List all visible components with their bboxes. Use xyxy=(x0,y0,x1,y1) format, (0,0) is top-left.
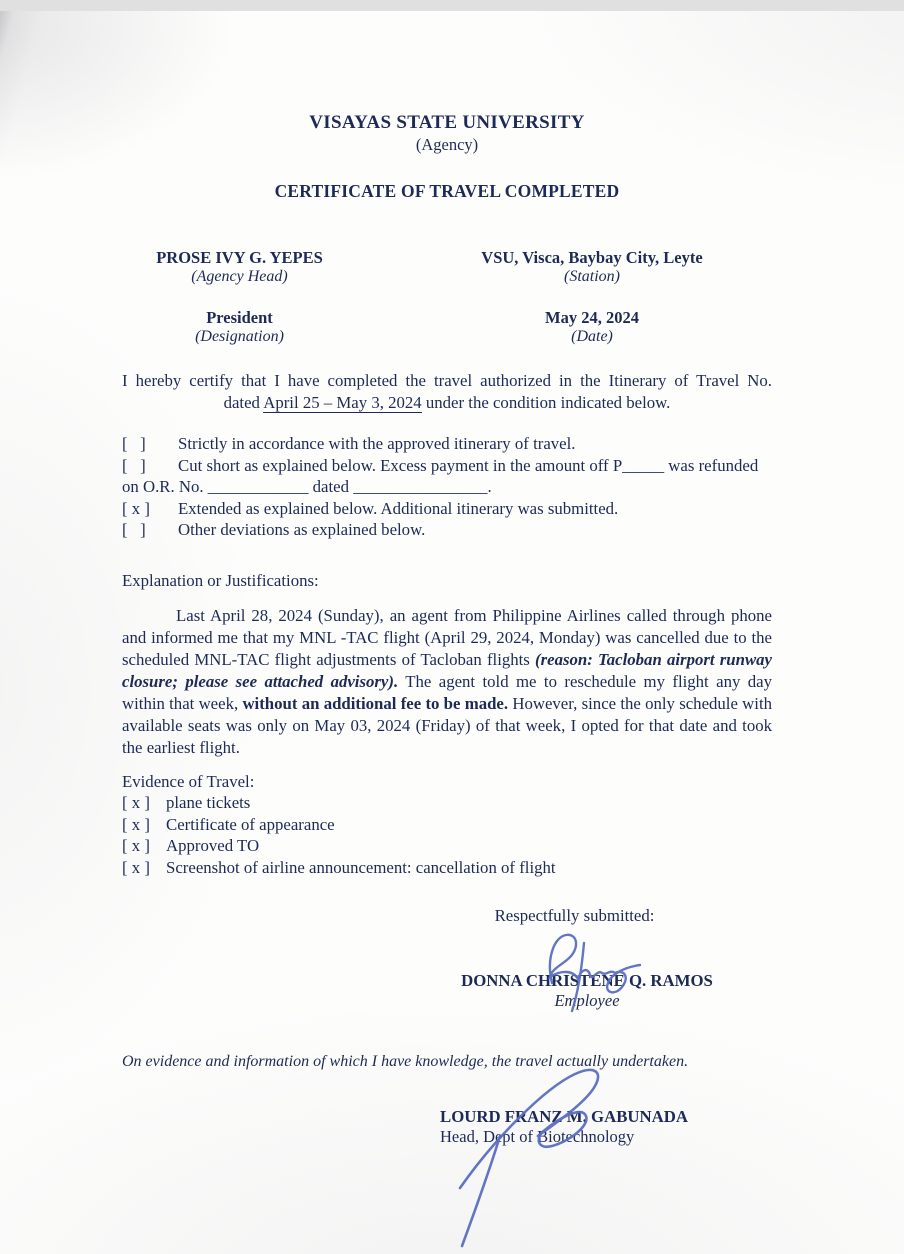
explanation-segment: Last April 28, 2024 (Sunday), an agent from Philippine Airlines called through phone and informed me that my MNL -TAC flight (April 29, 2024, Monday) was cancelled due to the scheduled MNL-TAC flight adjustments of Tacloban flights xyxy=(122,605,772,669)
certification-line2 xyxy=(122,392,772,413)
checkbox-certificate-appearance: [ x ] xyxy=(122,814,150,834)
date-value: May 24, 2024 xyxy=(545,308,639,327)
attestation-statement: On evidence and information of which I have knowledge, the travel actually undertaken. xyxy=(122,1053,689,1070)
explanation-paragraph xyxy=(122,605,772,759)
explanation-segment: The agent told me to reschedule my flight any day within that week, xyxy=(122,671,772,713)
document-title: CERTIFICATE OF TRAVEL COMPLETED xyxy=(274,181,620,201)
condition-option xyxy=(122,455,772,477)
agency-head-label: (Agency Head) xyxy=(191,268,288,285)
head-title: Head, Dept of Biotechnology xyxy=(440,1127,635,1146)
evidence-item xyxy=(122,814,772,836)
condition-option xyxy=(122,519,772,541)
agency-head-name: PROSE IVY G. YEPES xyxy=(156,248,323,267)
explanation-segment: However, since the only schedule with available seats was only on May 03, 2024 (Friday) of that week, I opted for that date and took the earliest flight. xyxy=(122,693,772,757)
explanation-segment-reason: (reason: Tacloban airport runway closure; please see attached advisory). xyxy=(122,649,772,691)
condition-cut-short-continuation: on O.R. No. ____________ dated ________________. xyxy=(122,477,492,496)
station-label: (Station) xyxy=(564,268,620,285)
head-name: LOURD FRANZ M. GABUNADA xyxy=(440,1107,688,1126)
date-label: (Date) xyxy=(571,328,613,345)
condition-option xyxy=(122,433,772,455)
evidence-certificate-appearance-label: Certificate of appearance xyxy=(166,814,335,834)
employee-signature-block xyxy=(447,971,727,1011)
checkbox-plane-tickets: [ x ] xyxy=(122,793,150,812)
checkbox-other-deviations: [ ] xyxy=(122,520,146,539)
head-signature-block xyxy=(440,1107,740,1147)
checkbox-strictly: [ ] xyxy=(122,434,146,453)
condition-cut-short-label: Cut short as explained below. Excess payment in the amount off P_____ was refunded xyxy=(178,455,759,475)
certification-statement xyxy=(122,370,772,413)
condition-extended-label: Extended as explained below. Additional itinerary was submitted. xyxy=(178,498,619,518)
station-value: VSU, Visca, Baybay City, Leyte xyxy=(481,248,703,267)
checkbox-approved-to: [ x ] xyxy=(122,836,150,855)
agency-label: (Agency) xyxy=(415,135,479,154)
condition-options xyxy=(122,433,772,541)
checkbox-cut-short: [ ] xyxy=(122,455,146,475)
condition-option xyxy=(122,498,772,520)
designation-value: President xyxy=(206,308,273,327)
certification-line1: I hereby certify that I have completed the travel authorized in the Itinerary of Travel No. xyxy=(122,371,772,390)
evidence-approved-to-label: Approved TO xyxy=(166,836,260,855)
certification-dated-label: dated xyxy=(223,393,264,412)
travel-date-range: April 25 – May 3, 2024 xyxy=(263,393,422,412)
condition-other-deviations-label: Other deviations as explained below. xyxy=(178,520,426,539)
employee-title: Employee xyxy=(554,991,620,1010)
evidence-heading: Evidence of Travel: xyxy=(122,771,255,791)
evidence-plane-tickets-label: plane tickets xyxy=(166,793,251,812)
university-name: VISAYAS STATE UNIVERSITY xyxy=(309,112,585,133)
certification-line2-suffix: under the condition indicated below. xyxy=(421,393,671,412)
explanation-segment-no-fee: without an additional fee to be made. xyxy=(242,693,509,713)
designation-label: (Designation) xyxy=(195,328,284,345)
checkbox-screenshot-announcement: [ x ] xyxy=(122,857,150,877)
evidence-section xyxy=(122,771,772,879)
checkbox-extended-checked: [ x ] xyxy=(122,498,150,518)
condition-strictly-label: Strictly in accordance with the approved itinerary of travel. xyxy=(178,434,576,453)
explanation-heading: Explanation or Justifications: xyxy=(122,570,319,590)
scan-edge-strip xyxy=(0,0,904,11)
evidence-item xyxy=(122,857,772,879)
evidence-item xyxy=(122,835,772,857)
evidence-item xyxy=(122,792,772,814)
evidence-screenshot-label: Screenshot of airline announcement: cancellation of flight xyxy=(166,857,556,877)
employee-name: DONNA CHRISTENE Q. RAMOS xyxy=(461,971,713,990)
respectfully-submitted-label: Respectfully submitted: xyxy=(494,906,655,925)
